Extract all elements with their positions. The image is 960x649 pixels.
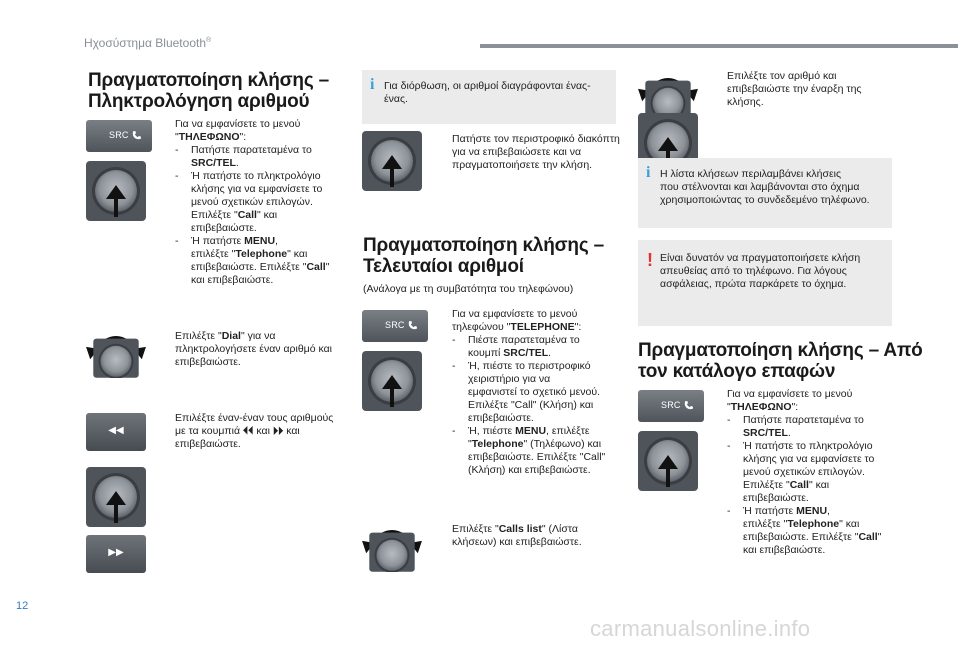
col1-title-line2: Πληκτρολόγηση αριθμού [88,91,310,112]
src-tel-button-image [86,120,152,152]
next-button-image [86,535,146,573]
compatibility-note: (Ανάλογα με τη συμβατότητα του τηλεφώνου) [363,283,574,295]
col1-intro2: "ΤΗΛΕΦΩΝΟ": [175,131,247,143]
rotary-knob-press-icon [86,160,146,222]
info-call-list-text: Η λίστα κλήσεων περιλαμβάνει κλήσεις που στέλνονται και λαμβάνονται στο όχημα χρησιμοποιώντας το συνδεδεμένο τηλέφωνο. [660,168,870,206]
col1-select-text: Επιλέξτε έναν-έναν τους αριθμούς με τα κουμπιά ⏴⏴ και ⏵⏵ και επιβεβαιώστε. [175,412,334,450]
rotary-knob-rotate-icon-2 [360,520,424,572]
rotary-knob-press-icon-4 [362,350,422,412]
src-label-3: SRC [661,400,681,410]
col2-calls-text: Επιλέξτε "Calls list" (Λίστα κλήσεων) και επιβεβαιώστε. [452,523,582,548]
col1-intro-text [175,118,355,287]
info-correction-text: Για διόρθωση, οι αριθμοί διαγράφονται ένας-ένας. [384,80,591,105]
col2-title-line2: Τελευταίοι αριθμοί [363,256,524,277]
src-label-2: SRC [385,320,405,330]
src-tel-button-image-2 [362,310,428,342]
header-rule [480,44,958,48]
col2-title [363,235,604,277]
col3-select-text: Επιλέξτε τον αριθμό και επιβεβαιώστε την έναρξη της κλήσης. [727,70,862,108]
forward-icon: ▶▶ [108,547,124,558]
col2-title-line1: Πραγματοποίηση κλήσης – [363,235,604,256]
col3-intro-text: Για να εμφανίσετε το μενού "ΤΗΛΕΦΩΝΟ": - Πατήστε παρατεταμένα το SRC/TEL. - Ή πατήστε το πληκτρολόγιο κλήσης για να εμφανίσετε το μενού σχετικών επιλογών. Επιλέξτε "Call" και επιβεβαιώστε. - Ή πατήστε MENU, επιλέξτε "Telephone" και επιβεβαιώστε. Επιλέξτε "Call" και επιβεβαιώστε. [727,388,882,556]
src-label: SRC [109,130,129,140]
forward-icon-inline: ⏵⏵ [272,425,284,437]
rewind-icon: ◀◀ [108,425,124,436]
watermark: carmanualsonline.info [590,616,811,641]
col1-title [88,70,329,112]
col1-dial-text: Επιλέξτε "Dial" για να πληκτρολογήσετε έναν αριθμό και επιβεβαιώστε. [175,330,332,368]
warning-text: Είναι δυνατόν να πραγματοποιήσετε κλήση απευθείας από το τηλέφωνο. Για λόγους ασφάλειας, πρώτα παρκάρετε το όχημα. [660,252,861,290]
src-tel-button-image-3 [638,390,704,422]
info-icon: i [370,76,375,93]
col1-bullet3: - Ή πατήστε MENU, επιλέξτε "Telephone" και επιβεβαιώστε. Επιλέξτε "Call" και επιβεβαιώστε. [175,235,330,286]
info-icon-2: i [646,164,651,181]
page-number: 12 [16,600,29,612]
rotary-knob-press-icon-3 [362,130,422,192]
previous-button-image [86,413,146,451]
col3-title-line2: τον κατάλογο επαφών [638,361,836,382]
section-header [84,36,211,50]
section-name: Ηχοσύστημα Bluetooth [84,36,206,50]
registered-mark: ® [206,37,212,44]
col3-title-line1: Πραγματοποίηση κλήσης – Από [638,340,923,361]
rotary-knob-press-icon-2 [86,466,146,528]
rotary-knob-press-icon-6 [638,430,698,492]
col3-title [638,340,923,382]
col1-title-line1: Πραγματοποίηση κλήσης – [88,70,329,91]
col2-press-text: Πατήστε τον περιστροφικό διακόπτη για να επιβεβαιώσετε και να πραγματοποιήσετε την κλήση. [452,133,620,171]
warning-icon: ! [647,250,653,270]
col1-intro1: Για να εμφανίσετε το μενού [175,118,301,130]
col1-bullet2: - Ή πατήστε το πληκτρολόγιο κλήσης για να εμφανίσετε το μενού σχετικών επιλογών. Επιλέξτε "Call" και επιβεβαιώστε. [175,170,323,234]
col1-bullet1: - Πατήστε παρατεταμένα το SRC/TEL. [175,144,312,169]
rotary-knob-rotate-icon [84,326,148,378]
rewind-icon-inline: ⏴⏴ [242,425,254,437]
col2-intro-text: Για να εμφανίσετε το μενού τηλεφώνου "TELEPHONE": - Πιέστε παρατεταμένα το κουμπί SRC/TEL. - Ή, πιέστε το περιστροφικό χειριστήριο για να εμφανιστεί το σχετικό μενού. Επιλέξτε "Call" (Κλήση) και επιβεβαιώστε. - Ή, πιέστε MENU, επιλέξτε "Telephone" (Τηλέφωνο) και επιβεβαιώστε. Επιλέξτε "Call" (Κλήση) και επιβεβαιώστε. [452,308,606,476]
